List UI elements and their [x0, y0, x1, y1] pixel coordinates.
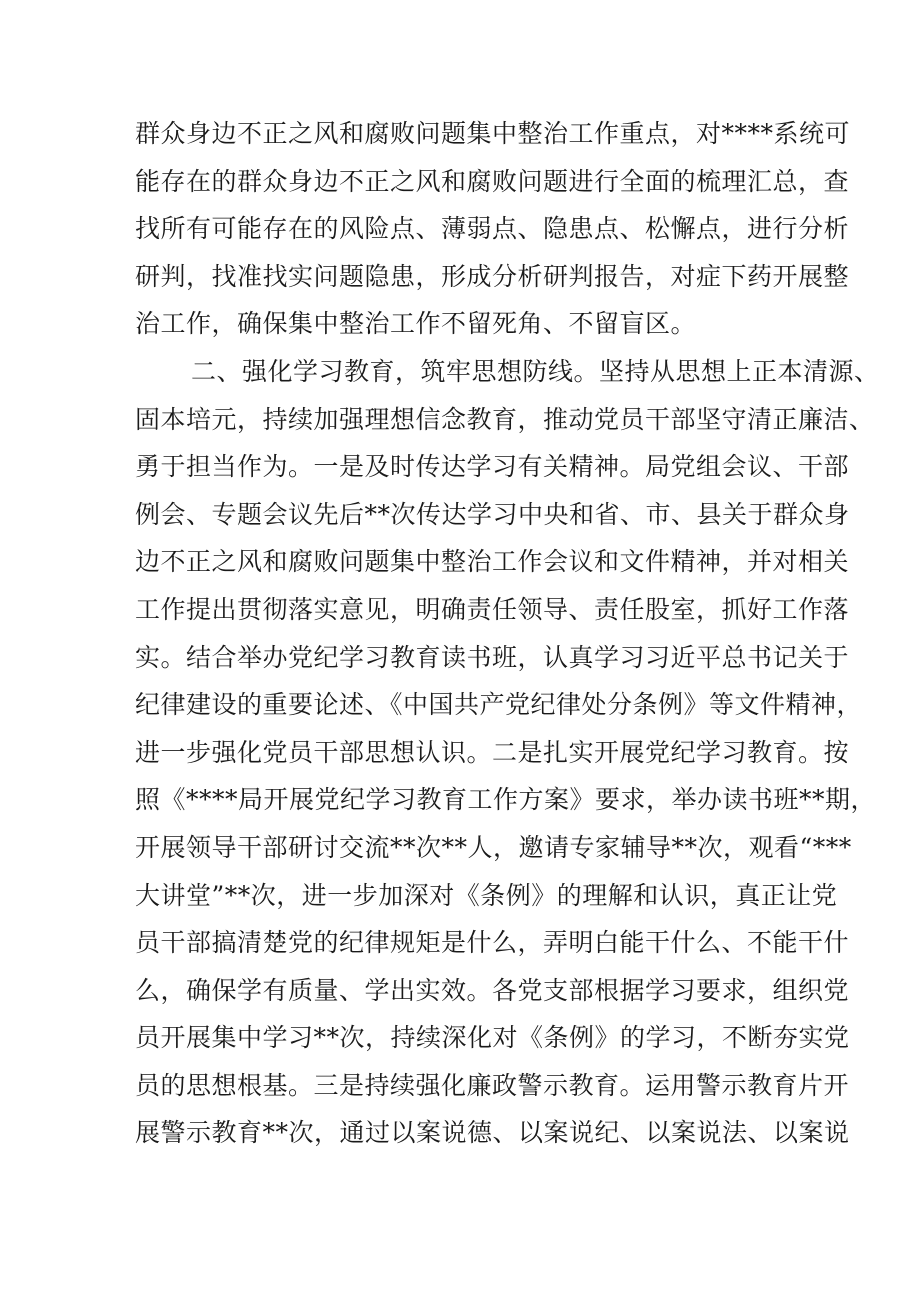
- text-line: 勇于担当作为。一是及时传达学习有关精神。局党组会议、干部: [135, 452, 850, 482]
- text-line: 进一步强化党员干部思想认识。二是扎实开展党纪学习教育。按: [135, 737, 850, 767]
- text-line: 么，确保学有质量、学出实效。各党支部根据学习要求，组织党: [135, 975, 850, 1005]
- text-line: 例会、专题会议先后**次传达学习中央和省、市、县关于群众身: [135, 499, 850, 529]
- text-line: 员开展集中学习**次，持续深化对《条例》的学习，不断夯实党: [135, 1023, 850, 1053]
- text-line: 大讲堂”**次，进一步加深对《条例》的理解和认识，真正让党: [135, 880, 838, 910]
- text-line: 照《****局开展党纪学习教育工作方案》要求，举办读书班**期，: [135, 785, 877, 815]
- text-line: 工作提出贯彻落实意见，明确责任领导、责任股室，抓好工作落: [135, 594, 850, 624]
- text-line: 边不正之风和腐败问题集中整治工作会议和文件精神，并对相关: [135, 547, 850, 577]
- document-body: [135, 110, 880, 1157]
- text-line: 纪律建设的重要论述、《中国共产党纪律处分条例》等文件精神，: [135, 690, 863, 720]
- text-line: 固本培元，持续加强理想信念教育，推动党员干部坚守清正廉洁、: [135, 404, 875, 434]
- text-line: 治工作，确保集中整治工作不留死角、不留盲区。: [135, 309, 697, 339]
- text-line: 开展领导干部研讨交流**次**人，邀请专家辅导**次，观看“***: [135, 832, 852, 862]
- text-line: 员的思想根基。三是持续强化廉政警示教育。运用警示教育片开: [135, 1070, 850, 1100]
- text-line: 员干部搞清楚党的纪律规矩是什么，弄明白能干什么、不能干什: [135, 928, 850, 958]
- text-line: 实。结合举办党纪学习教育读书班，认真学习习近平总书记关于: [135, 642, 850, 672]
- section-heading-line: 二、强化学习教育，筑牢思想防线。坚持从思想上正本清源、: [191, 356, 880, 386]
- text-line: 研判，找准找实问题隐患，形成分析研判报告，对症下药开展整: [135, 261, 850, 291]
- text-line: 找所有可能存在的风险点、薄弱点、隐患点、松懈点，进行分析: [135, 214, 850, 244]
- text-line: 能存在的群众身边不正之风和腐败问题进行全面的梳理汇总，查: [135, 166, 850, 196]
- text-line: 群众身边不正之风和腐败问题集中整治工作重点，对****系统可: [135, 119, 851, 148]
- text-line: 展警示教育**次，通过以案说德、以案说纪、以案说法、以案说: [135, 1118, 850, 1148]
